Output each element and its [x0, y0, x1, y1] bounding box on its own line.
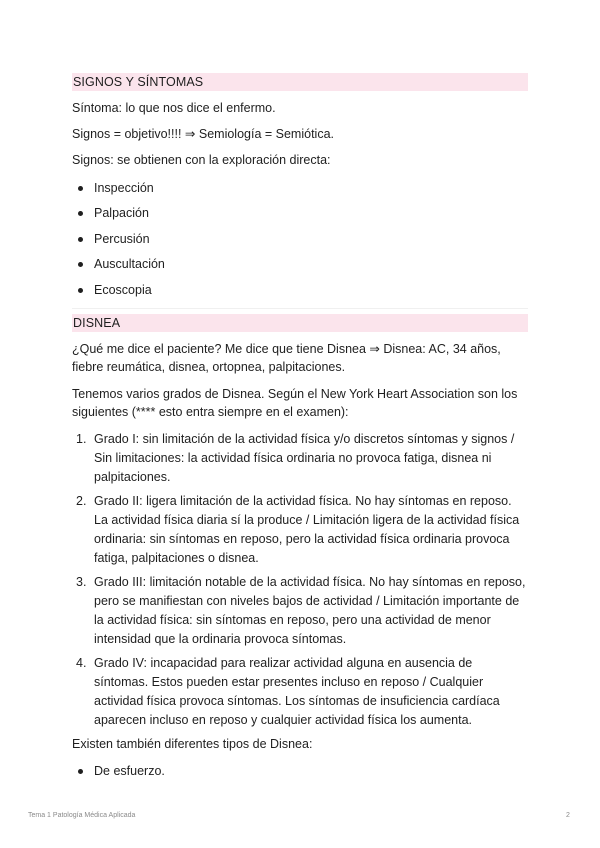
grades-list: [72, 430, 528, 730]
paragraph-tipos-disnea: Existen también diferentes tipos de Disnea:: [72, 736, 313, 751]
footer-title: Tema 1 Patología Médica Aplicada: [28, 812, 136, 819]
list-item-grade-3: 3. Grado III: limitación notable de la actividad física. No hay síntomas en reposo, pero se manifiestan con niveles bajos de actividad / Limitación importante de la actividad física: sin síntomas en reposo, pero una actividad de menor intensidad que la ordinaria provoca síntomas.: [76, 574, 526, 646]
types-list: [72, 762, 528, 780]
list-item: Inspección: [72, 179, 528, 197]
list-item-grade-1: 1. Grado I: sin limitación de la actividad física y/o discretos síntomas y signos / Sin limitaciones: la actividad física ordinaria no provoca fatiga, disnea ni palpitaciones.: [76, 431, 515, 484]
section-heading-signos: SIGNOS Y SÍNTOMAS: [72, 73, 528, 91]
list-item-grade-4: 4. Grado IV: incapacidad para realizar actividad alguna en ausencia de síntomas. Estos pueden estar presentes incluso en reposo / Cualquier actividad física provoca síntomas. Los síntomas de insuficiencia cardíaca aparecen incluso en reposo y cualquier actividad física los aumenta.: [76, 655, 500, 727]
paragraph-grados-disnea: Tenemos varios grados de Disnea. Según el New York Heart Association son los siguientes (**** esto entra siempre en el examen):: [72, 386, 518, 419]
paragraph-disnea-paciente: ¿Qué me dice el paciente? Me dice que tiene Disnea ⇒ Disnea: AC, 34 años, fiebre reumática, disnea, ortopnea, palpitaciones.: [72, 341, 501, 374]
bullet-icon: [78, 769, 83, 774]
list-item: Ecoscopia: [72, 281, 528, 299]
section-divider: [72, 308, 528, 309]
paragraph-signos-exploracion: Signos: se obtienen con la exploración directa:: [72, 153, 331, 167]
paragraph-sintoma: Síntoma: lo que nos dice el enfermo.: [72, 101, 276, 115]
bullet-icon: [78, 186, 83, 191]
bullet-icon: [78, 262, 83, 267]
document-page: [72, 73, 528, 787]
list-item: De esfuerzo.: [72, 762, 528, 780]
list-item-grade-2: 2. Grado II: ligera limitación de la actividad física. No hay síntomas en reposo. La actividad física diaria sí la produce / Limitación ligera de la actividad física ordinaria: sin síntomas en reposo, pero la actividad física ordinaria provoca fatiga, palpitaciones o disnea.: [76, 493, 520, 565]
bullet-icon: [78, 237, 83, 242]
section-heading-disnea: DISNEA: [72, 314, 528, 332]
bullet-icon: [78, 211, 83, 216]
bullet-icon: [78, 288, 83, 293]
page-number: 2: [566, 812, 570, 819]
list-item: Auscultación: [72, 255, 528, 273]
exploration-list: [72, 179, 528, 299]
list-item: Palpación: [72, 204, 528, 222]
paragraph-signos-objetivo: Signos = objetivo!!!! ⇒ Semiología = Semiótica.: [72, 127, 334, 141]
list-item: Percusión: [72, 230, 528, 248]
